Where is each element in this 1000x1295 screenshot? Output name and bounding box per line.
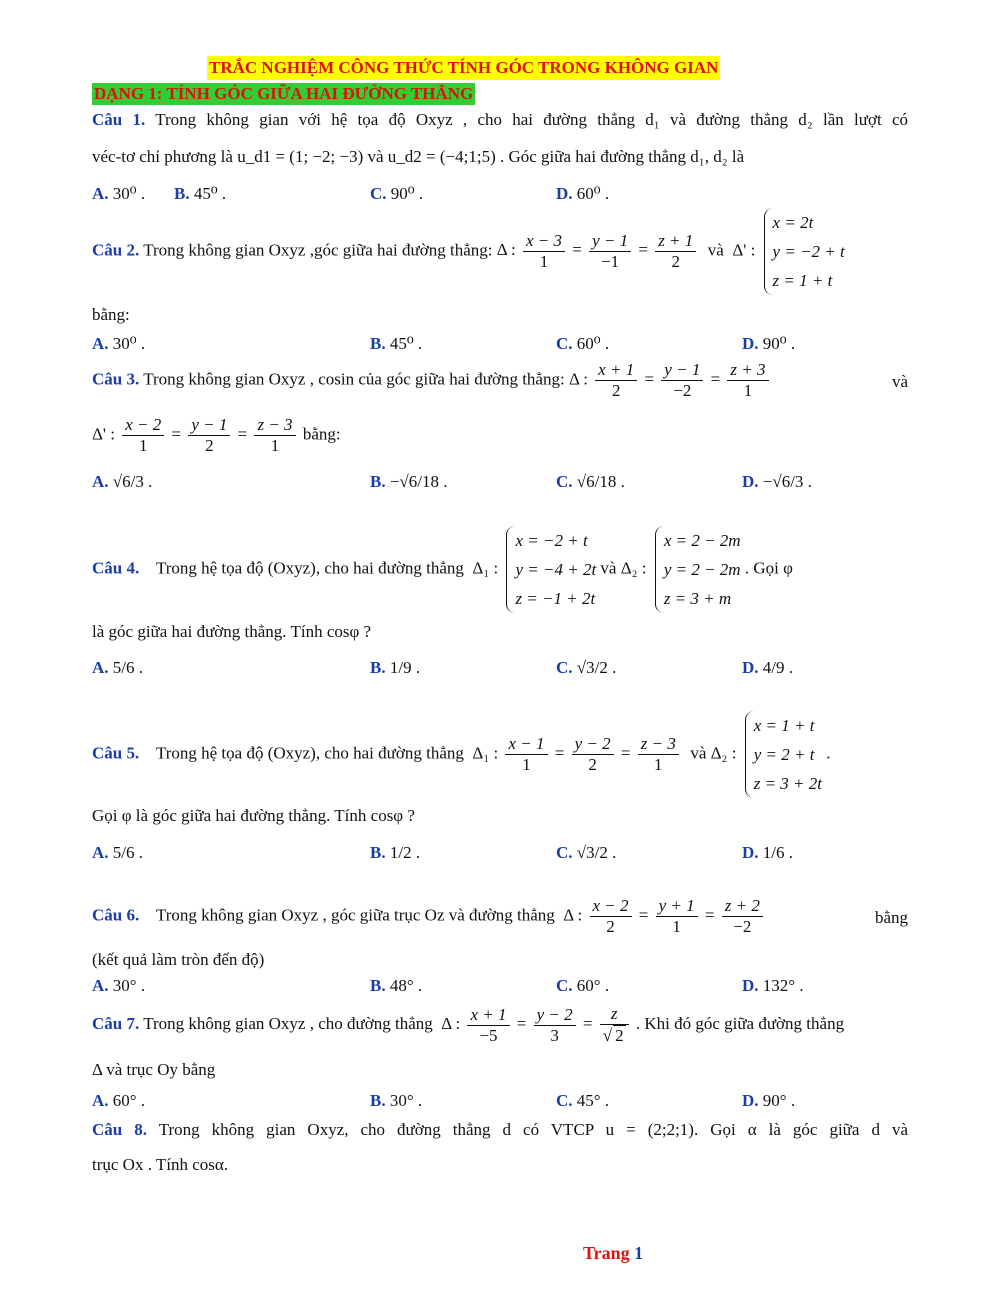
q5-label: Câu 5. <box>92 743 140 763</box>
q1-option-c[interactable]: C. 90⁰ . <box>370 184 424 203</box>
q3-line2: Δ' : $\frac{x - 2}{1}$ = $\frac{y - 1}{2}$ = $\frac{z - 3}{1}$ bằng: <box>92 415 341 455</box>
footer-label: Trang <box>583 1243 630 1263</box>
q2-line1: Câu 2. Trong không gian Oxyz ,góc giữa hai đường thẳng: Δ : $\frac{x - 3}{1}$ = $\frac{y - 1}{-1}$ = $\frac{z + 1}{2}$ và Δ' : x = 2t y = −2 + t z = 1 + t <box>92 208 908 295</box>
q1-option-b[interactable]: B. 45⁰ . <box>174 184 227 203</box>
q4-option-d[interactable]: D. 4/9 . <box>742 658 794 677</box>
q5-option-b[interactable]: B. 1/2 . <box>370 843 421 862</box>
q5-option-a[interactable]: A. 5/6 . <box>92 843 144 862</box>
q7-text: Trong không gian Oxyz , cho đường thẳng <box>143 1013 433 1033</box>
q5-line2: Gọi φ là góc giữa hai đường thẳng. Tính cosφ ? <box>92 806 415 825</box>
q2-option-b[interactable]: B. 45⁰ . <box>370 334 423 353</box>
q4-system-2: x = 2 − 2m y = 2 − 2m z = 3 + m <box>655 526 741 613</box>
q7-option-b[interactable]: B. 30° . <box>370 1091 423 1110</box>
q1-line2: véc-tơ chỉ phương là u_d1 = (1; −2; −3) và u_d2 = (−4;1;5) . Góc giữa hai đường thẳng d₁, d₂ là <box>92 147 745 166</box>
q8-line1 <box>92 1120 908 1140</box>
q2-system: x = 2t y = −2 + t z = 1 + t <box>764 208 845 295</box>
q6-option-b[interactable]: B. 48° . <box>370 976 423 995</box>
q3-text: Trong không gian Oxyz , cosin của góc giữa hai đường thẳng: <box>143 369 565 389</box>
q4-option-b[interactable]: B. 1/9 . <box>370 658 421 677</box>
q6-line2: (kết quả làm tròn đến độ) <box>92 950 265 969</box>
q7-option-a[interactable]: A. 60° . <box>92 1091 146 1110</box>
q3-option-d[interactable]: D. −√6/3 . <box>742 472 812 491</box>
q6-option-c[interactable]: C. 60° . <box>556 976 610 995</box>
q2-option-c[interactable]: C. 60⁰ . <box>556 334 610 353</box>
q6-text: Trong không gian Oxyz , góc giữa trục Oz và đường thẳng <box>155 905 555 925</box>
q2-line-delta: Δ : $\frac{x - 3}{1}$ = $\frac{y - 1}{-1}$ = $\frac{z + 1}{2}$ <box>497 240 704 259</box>
q4-text: Trong hệ tọa độ (Oxyz), cho hai đường thẳng <box>155 558 464 578</box>
q4-option-c[interactable]: C. √3/2 . <box>556 658 617 677</box>
q7-option-d[interactable]: D. 90° . <box>742 1091 796 1110</box>
q3-option-b[interactable]: B. −√6/18 . <box>370 472 448 491</box>
q6-label: Câu 6. <box>92 905 140 925</box>
q6-option-a[interactable]: A. 30° . <box>92 976 146 995</box>
q8-line2: trục Ox . Tính cosα. <box>92 1155 229 1174</box>
q5-text: Trong hệ tọa độ (Oxyz), cho hai đường thẳng <box>155 743 464 763</box>
q6-line1: Câu 6. Trong không gian Oxyz , góc giữa trục Oz và đường thẳng Δ : $\frac{x - 2}{2}$ = $\frac{y + 1}{1}$ = $\frac{z + 2}{-2}$ bằng <box>92 896 908 936</box>
q5-option-c[interactable]: C. √3/2 . <box>556 843 617 862</box>
q5-line1: Câu 5. Trong hệ tọa độ (Oxyz), cho hai đường thẳng Δ₁ : $\frac{x - 1}{1}$ = $\frac{y - 2}{2}$ = $\frac{z - 3}{1}$ và Δ₂ : x = 1 + t y = 2 + t z = 3 + 2t . <box>92 711 908 798</box>
q6-option-d[interactable]: D. 132° . <box>742 976 804 995</box>
document-title: TRẮC NGHIỆM CÔNG THỨC TÍNH GÓC TRONG KHÔNG GIAN <box>207 56 720 80</box>
q2-text: Trong không gian Oxyz ,góc giữa hai đường thẳng: <box>143 240 493 260</box>
q7-option-c[interactable]: C. 45° . <box>556 1091 610 1110</box>
q4-line2: là góc giữa hai đường thẳng. Tính cosφ ? <box>92 622 372 641</box>
q2-tail: bằng: <box>92 305 130 324</box>
page-footer <box>583 1243 643 1264</box>
q3-option-a[interactable]: A. √6/3 . <box>92 472 153 491</box>
q1-option-d[interactable]: D. 60⁰ . <box>556 184 610 203</box>
q2-option-d[interactable]: D. 90⁰ . <box>742 334 796 353</box>
q7-label: Câu 7. <box>92 1013 140 1033</box>
q1-label: Câu 1. <box>92 110 146 129</box>
q4-label: Câu 4. <box>92 558 140 578</box>
q4-option-a[interactable]: A. 5/6 . <box>92 658 144 677</box>
q3-label: Câu 3. <box>92 369 140 389</box>
q1-text-1: Trong không gian với hệ tọa độ Oxyz , cho hai đường thẳng d₁ và đường thẳng d₂ lần lượt có <box>155 110 908 129</box>
q5-option-d[interactable]: D. 1/6 . <box>742 843 794 862</box>
q3-line1: Câu 3. Trong không gian Oxyz , cosin của góc giữa hai đường thẳng: Δ : $\frac{x + 1}{2}$ = $\frac{y - 1}{-2}$ = $\frac{z + 3}{1}$ và <box>92 360 908 400</box>
section-heading: DẠNG 1: TÍNH GÓC GIỮA HAI ĐƯỜNG THẲNG <box>94 84 474 103</box>
q8-text-1: Trong không gian Oxyz, cho đường thẳng d có VTCP u = (2;2;1). Gọi α là góc giữa d và <box>158 1120 908 1139</box>
q2-label: Câu 2. <box>92 240 140 260</box>
q5-system: x = 1 + t y = 2 + t z = 3 + 2t <box>745 711 822 798</box>
q2-option-a[interactable]: A. 30⁰ . <box>92 334 146 353</box>
q7-line1: Câu 7. Trong không gian Oxyz , cho đường thẳng Δ : $\frac{x + 1}{-5}$ = $\frac{y - 2}{3}$ = $\frac{z}{√ 2}$ . Khi đó góc giữa đường thẳng <box>92 1004 845 1045</box>
q4-line1: Câu 4. Trong hệ tọa độ (Oxyz), cho hai đường thẳng Δ₁ : x = −2 + t y = −4 + 2t z = −1 + 2t và Δ₂ : x = 2 − 2m y = 2 − 2m z = 3 + m . Gọi φ <box>92 526 908 613</box>
q1-line1 <box>92 110 908 130</box>
q7-line2: Δ và trục Oy bằng <box>92 1060 216 1079</box>
q3-option-c[interactable]: C. √6/18 . <box>556 472 625 491</box>
q1-option-a[interactable]: A. 30⁰ . <box>92 184 146 203</box>
page-number: 1 <box>634 1243 644 1263</box>
q8-label: Câu 8. <box>92 1120 147 1139</box>
q4-system-1: x = −2 + t y = −4 + 2t z = −1 + 2t <box>506 526 596 613</box>
